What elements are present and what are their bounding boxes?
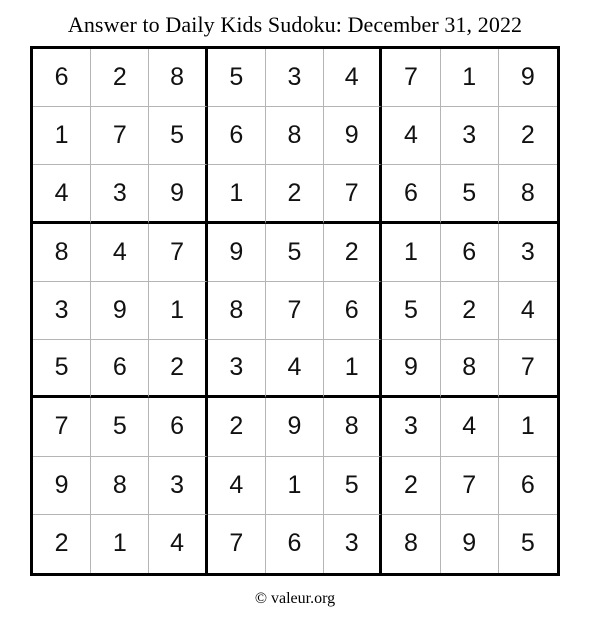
sudoku-cell: 6 (208, 107, 266, 165)
sudoku-cell: 9 (499, 49, 557, 107)
sudoku-cell: 7 (266, 282, 324, 340)
sudoku-cell: 1 (91, 515, 149, 573)
sudoku-cell: 6 (499, 457, 557, 515)
sudoku-cell: 1 (499, 398, 557, 456)
sudoku-cell: 5 (91, 398, 149, 456)
sudoku-cell: 3 (33, 282, 91, 340)
sudoku-cell: 7 (33, 398, 91, 456)
sudoku-cell: 3 (266, 49, 324, 107)
sudoku-grid (30, 46, 560, 576)
sudoku-cell: 6 (266, 515, 324, 573)
sudoku-cell: 7 (499, 340, 557, 398)
sudoku-cell: 5 (324, 457, 382, 515)
sudoku-cell: 8 (324, 398, 382, 456)
sudoku-cell: 1 (382, 224, 440, 282)
sudoku-cell: 8 (441, 340, 499, 398)
sudoku-cell: 7 (208, 515, 266, 573)
sudoku-cell: 6 (149, 398, 207, 456)
sudoku-cell: 5 (382, 282, 440, 340)
sudoku-cell: 9 (382, 340, 440, 398)
sudoku-cell: 4 (499, 282, 557, 340)
sudoku-cell: 4 (266, 340, 324, 398)
sudoku-cell: 5 (149, 107, 207, 165)
sudoku-cell: 3 (324, 515, 382, 573)
sudoku-cell: 9 (33, 457, 91, 515)
sudoku-cell: 1 (441, 49, 499, 107)
sudoku-cell: 5 (441, 165, 499, 223)
sudoku-cell: 3 (499, 224, 557, 282)
sudoku-cell: 2 (149, 340, 207, 398)
sudoku-cell: 3 (91, 165, 149, 223)
sudoku-cell: 6 (441, 224, 499, 282)
sudoku-cell: 6 (382, 165, 440, 223)
sudoku-cell: 4 (208, 457, 266, 515)
sudoku-cell: 2 (441, 282, 499, 340)
sudoku-cell: 4 (382, 107, 440, 165)
puzzle-title: Answer to Daily Kids Sudoku: December 31, 2022 (67, 12, 523, 37)
sudoku-cell: 6 (324, 282, 382, 340)
sudoku-cell: 1 (33, 107, 91, 165)
sudoku-cell: 9 (324, 107, 382, 165)
sudoku-cell: 4 (441, 398, 499, 456)
sudoku-cell: 4 (91, 224, 149, 282)
sudoku-cell: 8 (266, 107, 324, 165)
sudoku-cell: 3 (441, 107, 499, 165)
sudoku-cell: 5 (33, 340, 91, 398)
sudoku-cell: 6 (91, 340, 149, 398)
sudoku-cell: 7 (149, 224, 207, 282)
sudoku-cell: 3 (149, 457, 207, 515)
sudoku-cell: 8 (499, 165, 557, 223)
sudoku-cell: 9 (441, 515, 499, 573)
sudoku-cell: 4 (149, 515, 207, 573)
sudoku-cell: 7 (382, 49, 440, 107)
sudoku-cell: 3 (382, 398, 440, 456)
sudoku-cell: 9 (149, 165, 207, 223)
sudoku-cell: 1 (149, 282, 207, 340)
sudoku-cell: 2 (499, 107, 557, 165)
sudoku-cell: 9 (91, 282, 149, 340)
sudoku-cell: 5 (208, 49, 266, 107)
sudoku-cell: 2 (324, 224, 382, 282)
sudoku-cell: 3 (208, 340, 266, 398)
sudoku-cell: 2 (382, 457, 440, 515)
sudoku-cell: 2 (91, 49, 149, 107)
sudoku-cell: 4 (33, 165, 91, 223)
sudoku-cell: 1 (208, 165, 266, 223)
sudoku-cell: 5 (520, 529, 535, 558)
sudoku-cell: 1 (324, 340, 382, 398)
sudoku-cell: 8 (91, 457, 149, 515)
sudoku-cell: 7 (324, 165, 382, 223)
sudoku-cell: 5 (266, 224, 324, 282)
sudoku-cell: 2 (266, 165, 324, 223)
sudoku-cell: 2 (208, 398, 266, 456)
sudoku-cell: 9 (266, 398, 324, 456)
sudoku-cell: 8 (149, 49, 207, 107)
sudoku-cell: 1 (266, 457, 324, 515)
sudoku-cell: 6 (33, 49, 91, 107)
sudoku-cell: 9 (208, 224, 266, 282)
sudoku-cell: 8 (382, 515, 440, 573)
sudoku-cell: 2 (33, 515, 91, 573)
sudoku-cell: 8 (33, 224, 91, 282)
sudoku-cell: 7 (91, 107, 149, 165)
sudoku-cell: 8 (208, 282, 266, 340)
copyright-footer: © valeur.org (254, 590, 336, 607)
sudoku-cell: 4 (324, 49, 382, 107)
sudoku-cell: 7 (441, 457, 499, 515)
